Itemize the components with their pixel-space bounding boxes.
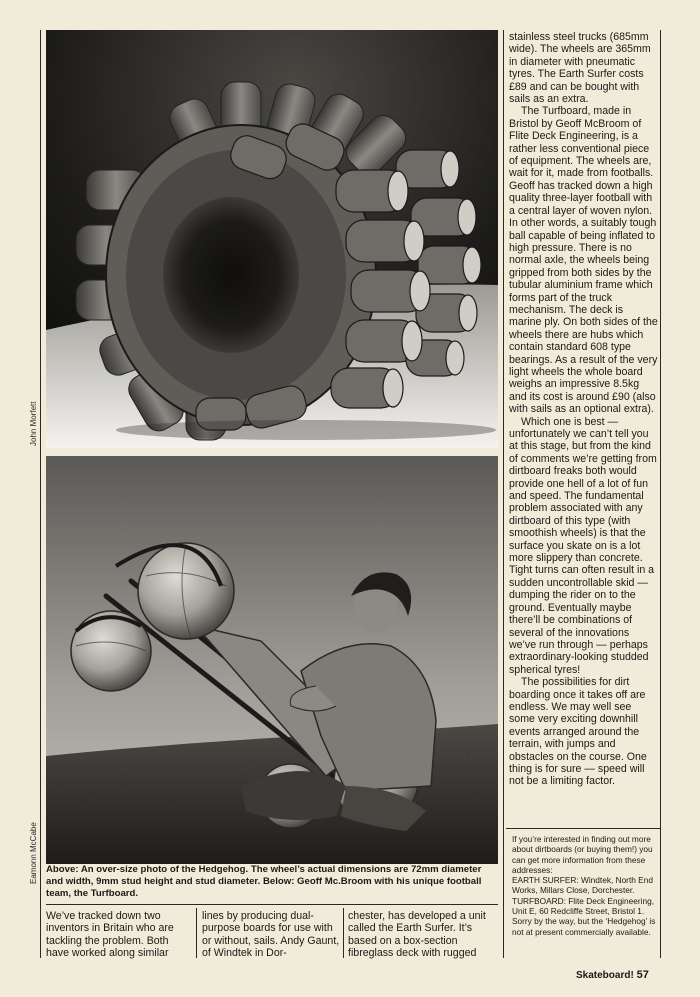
right-paragraph-2: The Turfboard, made in Bristol by Geoff McBroom of Flite Deck Engineering, is a rather less conventional piece of equipment. The wheels are, wait for it, made from footballs. Geoff has tracked down a high quality three-layer football with a central layer of woven nylon. In other words, a suitably tough ball capable of being inflated to high pressure. There is no normal axle, the wheels being gripped from both sides by the tubular aluminium frame which forms part of the truck mechanism. The deck is marine ply. On both sides of the wheels there are hubs which contain standard 608 type bearings. As a result of the very light wheels the whole board weighs an impressive 8.5kg and its cost is around £90 (also with sails as an optional extra). — [509, 105, 658, 416]
photo-credit-top: John Morfett — [29, 401, 38, 446]
page-folio — [576, 969, 649, 981]
right-border-rule — [660, 30, 661, 958]
right-paragraph-3: Which one is best — unfortunately we can’t tell you at this stage, but from the kind of comments we’re getting from dirtboard freaks both would provide one hell of a lot of fun and speed. The fundamental problem associated with any dirtboard of this type (with smoothish wheels) is that the surface you skate on is a lot more slippery than concrete. Tight turns can often result in a sudden uncontrollable skid — dumping the rider on to the ground. Eventually maybe there’ll be combinations of several of the innovations we’ve run through — perhaps extraordinary-looking studded spherical tyres! — [509, 415, 657, 676]
photo-caption: Above: An over-size photo of the Hedgehog. The wheel’s actual dimensions are 72mm diameter and width, 9mm stud height and stud diameter. Below: Geoff Mc.Broom with his unique football team, the Turfboard. — [46, 864, 482, 899]
page-number: 57 — [636, 969, 649, 981]
address-box — [512, 834, 660, 937]
photo-credit-bottom: Eamonn McCabe — [29, 822, 38, 884]
caption-rule — [46, 904, 498, 905]
address-turfboard: TURFBOARD: Flite Deck Engineering, Unit E, 60 Redcliffe Street, Bristol 1. Sorry by the way, but the ‘Hedgehog’ is not at present commercially available. — [512, 895, 656, 937]
column-divider-1 — [196, 908, 197, 958]
turfboard-photo — [46, 456, 498, 864]
body-paragraph: lines by producing dual-purpose boards for use with or without, sails. Andy Gaunt, of Windtek in Dor- — [202, 910, 340, 960]
body-column-2 — [202, 910, 340, 960]
address-intro: If you’re interested in finding out more about dirtboards (or buying them!) you can get more information from these addresses: — [512, 834, 653, 875]
hedgehog-wheel-image — [46, 30, 498, 448]
left-border-rule — [40, 30, 41, 958]
right-paragraph-4: The possibilities for dirt boarding once it takes off are endless. We may well see some very exciting downhill events arranged around the terrain, with jumps and obstacles on the course. One thing is for sure — speed will not be a limiting factor. — [509, 676, 647, 788]
right-paragraph-1: stainless steel trucks (685mm wide). The wheels are 365mm in diameter with pneumatic tyres. The Earth Surfer costs £89 and can be bought with sails as an extra. — [509, 31, 651, 106]
sidebar-rule — [506, 828, 660, 829]
address-earth-surfer: EARTH SURFER: Windtek, North End Works, Millars Close, Dorchester. — [512, 875, 653, 896]
magazine-name: Skateboard! — [576, 970, 634, 981]
column-divider-2 — [343, 908, 344, 958]
column-divider-3 — [503, 30, 504, 958]
body-paragraph: chester, has developed a unit called the Earth Surfer. It’s based on a box-section fibreglass deck with rugged — [348, 910, 486, 960]
body-column-3 — [348, 910, 498, 960]
body-column-1 — [46, 910, 189, 960]
body-paragraph: We’ve tracked down two inventors in Britain who are tackling the problem. Both have worked along similar — [46, 910, 174, 960]
turfboard-image — [46, 456, 498, 864]
right-column — [509, 31, 658, 788]
hedgehog-wheel-photo — [46, 30, 498, 448]
